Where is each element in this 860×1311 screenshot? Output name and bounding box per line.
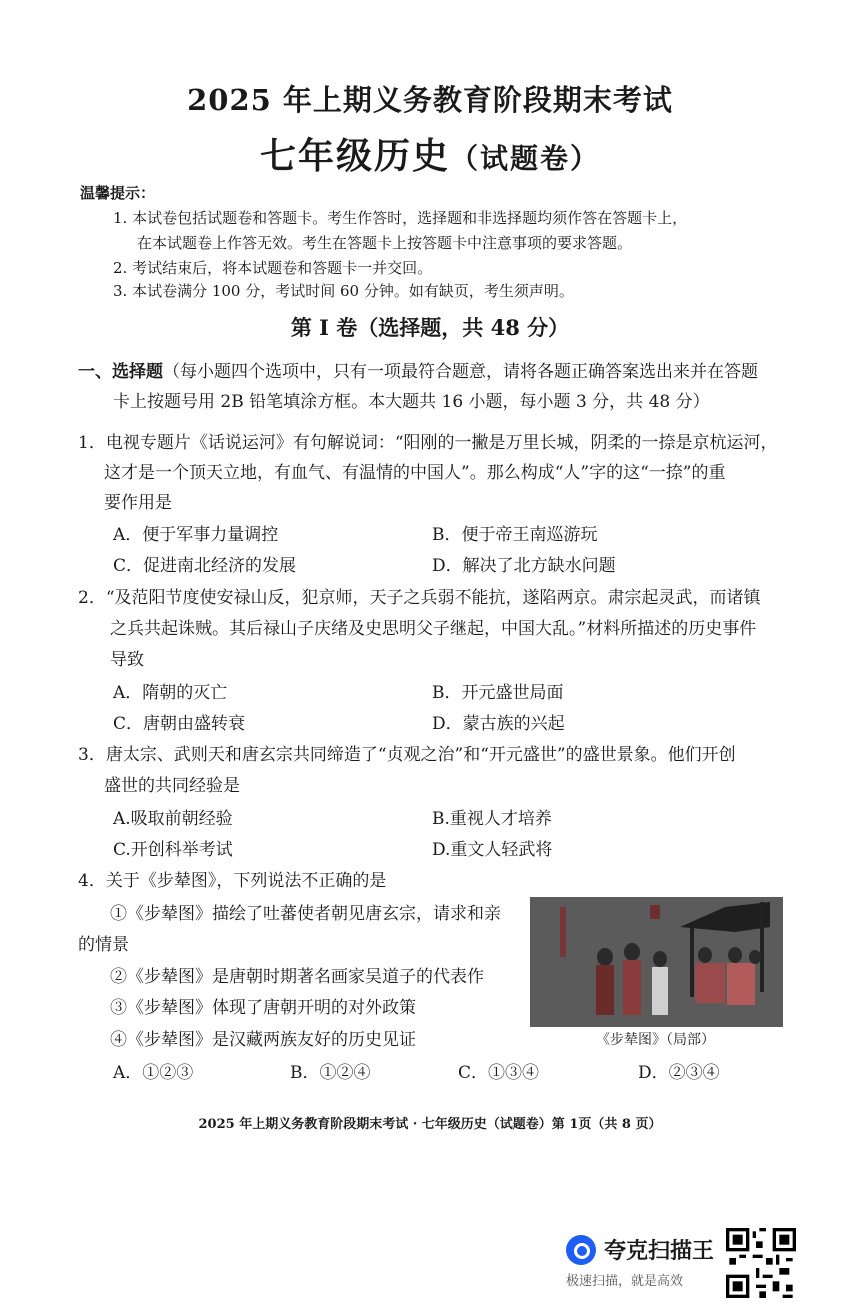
question-2-option-d[interactable]: D．蒙古族的兴起	[432, 714, 565, 734]
part-instruction-line-1	[78, 357, 758, 382]
exam-title: 2025 年上期义务教育阶段期末考试	[187, 83, 673, 117]
question-3-option-a[interactable]: A.吸取前朝经验	[113, 809, 233, 829]
question-2-option-c[interactable]: C．唐朝由盛转衰	[113, 714, 246, 734]
painting-caption: 《步辇图》（局部）	[596, 1032, 715, 1048]
painting-image	[530, 897, 783, 1027]
question-1-line-3: 要作用是	[104, 493, 172, 513]
question-3-option-d[interactable]: D.重文人轻武将	[432, 840, 553, 860]
question-1-line-2: 这才是一个顶天立地，有血气、有温情的中国人”。那么构成“人”字的这“一捺”的重	[104, 463, 726, 483]
scanner-watermark	[566, 1234, 714, 1265]
section-title: 第 I 卷（选择题，共 48 分）	[290, 315, 570, 340]
question-1-option-d[interactable]: D．解决了北方缺水问题	[432, 556, 616, 576]
question-4-statement-2: ②《步辇图》是唐朝时期著名画家吴道子的代表作	[110, 967, 484, 987]
question-4-option-b[interactable]: B．①②④	[290, 1063, 371, 1083]
tip-line-2: 在本试题卷上作答无效。考生在答题卡上按答题卡中注意事项的要求答题。	[137, 234, 633, 252]
scanner-slogan: 极速扫描，就是高效	[566, 1273, 684, 1288]
question-4-statement-1-cont: 的情景	[78, 935, 129, 955]
question-1-option-c[interactable]: C．促进南北经济的发展	[113, 556, 297, 576]
question-4-option-a[interactable]: A．①②③	[113, 1063, 194, 1083]
question-4-statement-3: ③《步辇图》体现了唐朝开明的对外政策	[110, 998, 416, 1018]
question-1-option-a[interactable]: A．便于军事力量调控	[113, 525, 279, 545]
question-2-line-2: 之兵共起诛贼。其后禄山子庆绪及史思明父子继起，中国大乱。”材料所描述的历史事件	[110, 619, 757, 639]
part-instruction-line-2: 卡上按题号用 2B 铅笔填涂方框。本大题共 16 小题，每小题 3 分，共 48 分）	[113, 392, 710, 412]
qr-code-icon	[726, 1228, 796, 1298]
question-2-line-1: 2．“及范阳节度使安禄山反，犯京师，天子之兵弱不能抗，遂陷两京。肃宗起灵武，而诸镇	[78, 588, 761, 608]
subject-title-sub: （试题卷）	[450, 142, 601, 175]
page-footer: 2025 年上期义务教育阶段期末考试 · 七年级历史（试题卷）第 1页（共 8 页）	[198, 1117, 662, 1132]
question-4-statement-4: ④《步辇图》是汉藏两族友好的历史见证	[110, 1030, 416, 1050]
scanner-logo-icon	[566, 1235, 596, 1265]
question-3-option-b[interactable]: B.重视人才培养	[432, 809, 552, 829]
question-1-line-1: 1．电视专题片《话说运河》有句解说词：“阳刚的一撇是万里长城，阴柔的一捺是京杭运河，	[78, 433, 778, 453]
tip-line-1: 1. 本试卷包括试题卷和答题卡。考生作答时，选择题和非选择题均须作答在答题卡上，	[113, 209, 688, 227]
part-instruction-text: （每小题四个选项中，只有一项最符合题意，请将各题正确答案选出来并在答题	[163, 362, 758, 382]
tips-heading: 温馨提示：	[80, 184, 156, 202]
scanner-brand: 夸克扫描王	[604, 1238, 715, 1263]
painting-figures	[530, 897, 783, 1027]
part-label: 一、选择题	[78, 362, 163, 382]
question-2-option-b[interactable]: B．开元盛世局面	[432, 683, 564, 703]
question-3-line-2: 盛世的共同经验是	[104, 776, 240, 796]
tip-line-4: 3. 本试卷满分 100 分，考试时间 60 分钟。如有缺页，考生须声明。	[113, 282, 574, 300]
question-1-option-b[interactable]: B．便于帝王南巡游玩	[432, 525, 598, 545]
question-4-line-1: 4．关于《步辇图》，下列说法不正确的是	[78, 871, 387, 891]
question-4-option-c[interactable]: C．①③④	[458, 1063, 540, 1083]
question-3-option-c[interactable]: C.开创科举考试	[113, 840, 233, 860]
tip-line-3: 2. 考试结束后，将本试题卷和答题卡一并交回。	[113, 259, 433, 277]
question-4-option-d[interactable]: D．②③④	[638, 1063, 720, 1083]
subject-title	[0, 128, 860, 179]
question-4-statement-1: ①《步辇图》描绘了吐蕃使者朝见唐玄宗，请求和亲	[110, 904, 501, 924]
question-2-line-3: 导致	[110, 650, 144, 670]
question-2-option-a[interactable]: A．隋朝的灭亡	[113, 683, 228, 703]
question-3-line-1: 3．唐太宗、武则天和唐玄宗共同缔造了“贞观之治”和“开元盛世”的盛世景象。他们开创	[78, 745, 736, 765]
subject-title-main: 七年级历史	[259, 135, 450, 177]
